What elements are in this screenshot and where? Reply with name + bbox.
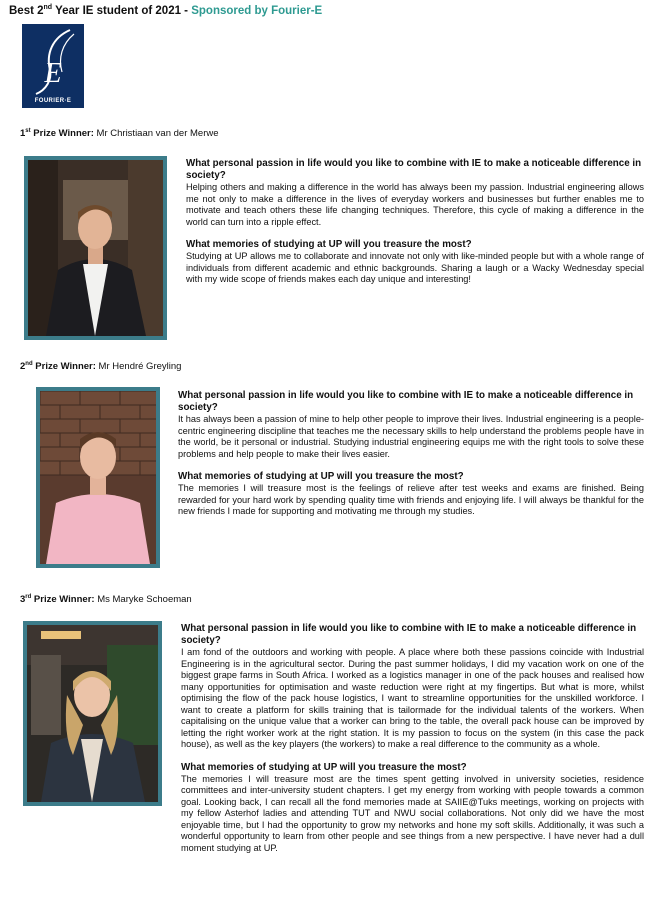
fourier-e-logo [22, 24, 84, 108]
qa-block-2 [178, 390, 644, 518]
winner-photo-1 [24, 156, 167, 340]
question-memories: What memories of studying at UP will you treasure the most? [186, 239, 472, 250]
sponsor-text: Sponsored by Fourier-E [191, 4, 323, 17]
qa-block-3 [181, 623, 644, 854]
winner-name: Mr Hendré Greyling [95, 361, 182, 373]
rank-sup: nd [25, 361, 33, 367]
rank-label: Prize Winner: [32, 361, 96, 373]
rank-sup: st [25, 128, 31, 134]
title-part: Best 2 [9, 4, 44, 17]
answer-memories: The memories I will treasure most are the times spent getting involved in university societies, residence committees and inter-university student chapters. I get my energy from working with people towards a common goal. Looking back, I can recall all the fond memories made at SAIIE@Tuks meetings, working on projects with my fellow Asterhof ladies and attending TUT and NWU social collaborations. Not only did we have the most enjoyable time, but I had the opportunity to grow my networks and hone my soft skills. Additionally, it was such a wonderful opportunity to learn from other people and see things from a new perspective. I have never had a dull moment studying at UP. [181, 773, 644, 853]
logo-text: FOURIER·E [34, 98, 72, 104]
question-memories: What memories of studying at UP will you treasure the most? [178, 471, 464, 482]
answer-passion: Helping others and making a difference in the world has always been my passion. Industrial engineering allows me not only to make a difference in the lives of everyday workers and businesses but further enables me to motivate and teach others these life changing techniques. Therefore, this cycle of making a difference in the world can turn into a ripple effect. [186, 182, 644, 227]
winner-photo-2 [36, 387, 160, 568]
answer-memories: The memories I will treasure most is the feelings of relieve after test weeks and exams are finished. Being rewarded for your hard work by spending quality time with friends and enjoying life. I will always be thankful for the new friends I made for supporting and motivating me through my studies. [178, 483, 644, 516]
answer-passion: I am fond of the outdoors and working with people. A place where both these passions coincide with Industrial Engineering is in the agricultural sector. During the past summer holidays, I did my vacation work on one of the biggest grape farms in South Africa. I worked as a logistics manager in one of the pack houses and realised how many opportunities for optimisation and waste reduction were right at my fingertips. But what is more, whilst optimising the flow of the pack house logistics, I want to streamline opportunities for the unskilled workforce. I want to create a platform for skills training that is tailormade for the individual talents of the workers. When capitalising on the unique value that a worker can bring to the table, the overall pack house can be improved by letting the right worker work at the right station. It is my passion to focus on the system (in this case the pack house), as well as the key players (the workers) to make a real difference to the community as a whole. [181, 647, 644, 749]
title-sup: nd [43, 4, 53, 11]
question-memories: What memories of studying at UP will you treasure the most? [181, 761, 467, 773]
rank-label: Prize Winner: [30, 128, 94, 140]
rank-number: 3 [20, 594, 26, 606]
prize-heading-3 [20, 594, 192, 605]
rank-label: Prize Winner: [31, 594, 95, 606]
question-passion: What personal passion in life would you like to combine with IE to make a noticeable difference in society? [186, 158, 642, 181]
logo-letter: E [44, 58, 62, 89]
rank-number: 1 [20, 128, 26, 140]
question-passion: What personal passion in life would you like to combine with IE to make a noticeable difference in society? [181, 623, 637, 646]
winner-name: Mr Christiaan van der Merwe [93, 128, 219, 140]
prize-heading-2 [20, 361, 181, 372]
rank-number: 2 [20, 361, 26, 373]
prize-heading-1 [20, 128, 219, 139]
winner-photo-3 [23, 621, 162, 806]
answer-passion: It has always been a passion of mine to help other people to improve their lives. Industrial engineering is a people-centric engineering discipline that teaches me the necessary skills to help understand the problems people have in the world, be it personal or industrial. Studying industrial engineering equips me with the right tools to solve these problems and help people to make their lives easier. [178, 414, 644, 459]
page-title [9, 4, 322, 17]
answer-memories: Studying at UP allows me to collaborate and innovate not only with like-minded people but with a whole range of individuals from different academic and ethnic backgrounds. Sharing a laugh or a Wacky Wednesday special with my wide scope of friends makes each day unique and interesting! [186, 251, 644, 284]
qa-block-1 [186, 158, 644, 286]
question-passion: What personal passion in life would you like to combine with IE to make a noticeable difference in society? [178, 390, 634, 413]
winner-name: Ms Maryke Schoeman [94, 594, 192, 606]
rank-sup: rd [25, 594, 32, 600]
title-part: Year IE student of 2021 - [52, 4, 192, 17]
